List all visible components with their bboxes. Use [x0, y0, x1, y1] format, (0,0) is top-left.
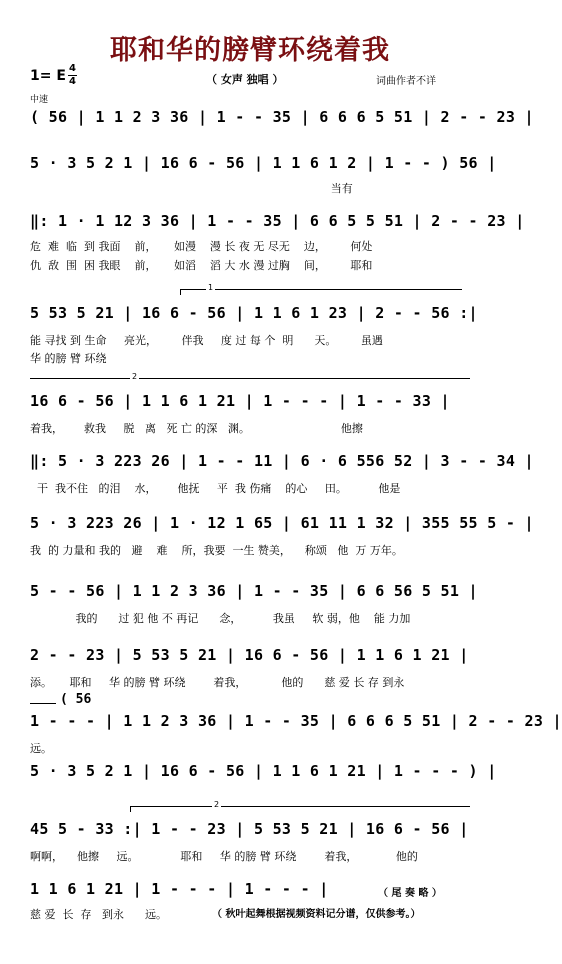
- lyrics-line-10: 远。: [30, 742, 52, 755]
- volta-2b-number: 2: [214, 800, 220, 809]
- notation-line-3: ‖: 1 · 1 12 3 36 | 1 - - 35 | 6 6 5 5 51 | 2 - - 23 |: [30, 212, 525, 230]
- notation-line-13: 1 1 6 1 21 | 1 - - - | 1 - - - |: [30, 880, 329, 898]
- lyrics-line-8: 我的 过 犯 他 不 再记 念， 我虽 软 弱，他 能 力加: [30, 612, 411, 625]
- lyrics-line-3a: 危 难 临 到 我面 前， 如漫 漫 长 夜 无 尽无 边， 何处: [30, 240, 373, 253]
- volta-bracket-1: [180, 289, 462, 290]
- notation-line-4: 5 53 5 21 | 16 6 - 56 | 1 1 6 1 23 | 2 - - 56 :|: [30, 304, 478, 322]
- volta-2-number: 2: [132, 372, 138, 381]
- notation-line-2: 5 · 3 5 2 1 | 16 6 - 56 | 1 1 6 1 2 | 1 - - ) 56 |: [30, 154, 497, 172]
- lyrics-line-5: 着我， 救我 脱 离 死 亡 的深 渊。 他擦: [30, 422, 363, 435]
- lyrics-line-4b: 华 的膀 臂 环绕: [30, 352, 107, 365]
- ending-note: （ 尾 奏 略 ）: [378, 888, 442, 899]
- notation-line-6: ‖: 5 · 3 223 26 | 1 - - 11 | 6 · 6 556 52 | 3 - - 34 |: [30, 452, 534, 470]
- notation-line-7: 5 · 3 223 26 | 1 · 12 1 65 | 61 11 1 32 | 355 55 5 - |: [30, 514, 534, 532]
- volta-bracket-2b: [130, 806, 470, 807]
- pickup-notes: ( 56: [60, 692, 92, 707]
- performer-note: （ 女声 独唱 ）: [206, 73, 284, 86]
- notation-line-10: 1 - - - | 1 1 2 3 36 | 1 - - 35 | 6 6 6 5 51 | 2 - - 23 |: [30, 712, 562, 730]
- volta-1-number: 1: [208, 283, 214, 292]
- time-signature-top: 4: [69, 63, 76, 74]
- time-signature-bottom: 4: [69, 76, 76, 87]
- volta-bracket-1-start: [180, 289, 181, 295]
- notation-line-9: 2 - - 23 | 5 53 5 21 | 16 6 - 56 | 1 1 6 1 21 |: [30, 646, 469, 664]
- notation-line-11: 5 · 3 5 2 1 | 16 6 - 56 | 1 1 6 1 21 | 1 - - - ) |: [30, 762, 497, 780]
- lyrics-line-7: 我 的 力量和 我的 避 难 所，我要 一生 赞美， 称颂 他 万 万年。: [30, 544, 403, 557]
- volta-bracket-2b-start: [130, 806, 131, 812]
- lyrics-line-13: 慈 爱 长 存 到永 远。: [30, 908, 167, 921]
- volta-bracket-2: [30, 378, 470, 379]
- notation-line-12: 45 5 - 33 :| 1 - - 23 | 5 53 5 21 | 16 6 - 56 |: [30, 820, 469, 838]
- key-signature: 1= E: [30, 68, 66, 84]
- notation-line-8: 5 - - 56 | 1 1 2 3 36 | 1 - - 35 | 6 6 56 5 51 |: [30, 582, 478, 600]
- lyrics-line-12: 啊啊， 他擦 远。 耶和 华 的膀 臂 环绕 着我， 他的: [30, 850, 418, 863]
- notation-line-5: 16 6 - 56 | 1 1 6 1 21 | 1 - - - | 1 - - 33 |: [30, 392, 450, 410]
- tempo-marking: 中速: [30, 95, 49, 105]
- lyrics-line-6: 干 我不住 的泪 水， 他抚 平 我 伤痛 的心 田。 他是: [30, 482, 401, 495]
- pickup-bracket: [30, 703, 56, 704]
- credits: 词曲作者不详: [376, 76, 436, 87]
- time-signature: [68, 64, 77, 87]
- notation-line-1: ( 56 | 1 1 2 3 36 | 1 - - 35 | 6 6 6 5 51 | 2 - - 23 |: [30, 108, 534, 126]
- lyrics-line-4a: 能 寻找 到 生命 亮光， 伴我 度 过 每 个 明 天。 虽遇: [30, 334, 383, 347]
- song-title: 耶和华的膀臂环绕着我: [110, 35, 390, 66]
- lyrics-line-3b: 仇 敌 围 困 我眼 前， 如滔 滔 大 水 漫 过胸 间， 耶和: [30, 259, 373, 272]
- transcription-note: （ 秋叶起舞根据视频资料记分谱，仅供参考。）: [212, 909, 421, 920]
- lyrics-line-9: 添。 耶和 华 的膀 臂 环绕 着我， 他的 慈 爱 长 存 到永: [30, 676, 405, 689]
- lyrics-line-2a: 当有: [30, 182, 353, 195]
